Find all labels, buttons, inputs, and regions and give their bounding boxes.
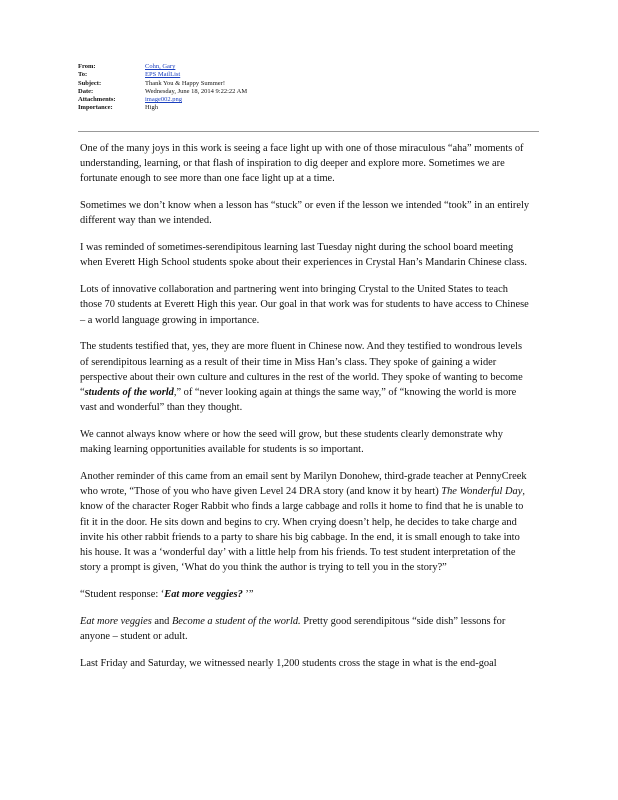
paragraph-7-text-c: , know of the character Roger Rabbit who finds a large cabbage and rolls it home to find that he is unable to fit it in the door. He sits down and begins to cry. When crying doesn’t help, he decides to take charge and invite his other rabbit friends to a party to share his big cabbage. In the end, it is small enough to take into his house. It was a ‘wonderful day’ with a little help from his friends. To test student interpretation of the story a prompt is given, ‘What do you think the author is trying to tell you in the story?” (80, 486, 525, 574)
subject-row (78, 80, 538, 88)
from-label: From: (78, 63, 96, 70)
paragraph-5-text-a: The students testified that, yes, they are more fluent in Chinese now. And they testified to wondrous levels of serendipitous learning as a result of their time in Miss Han’s class. They spoke of gaining a wider perspective about their own culture and cultures in the rest of the world. They spoke of wanting to become “ (80, 341, 523, 399)
date-value: Wednesday, June 18, 2014 9:22:22 AM (145, 87, 248, 95)
paragraph-3: I was reminded of sometimes-serendipitous learning last Tuesday night during the school board meeting when Everett High School students spoke about their experiences in Crystal Han’s Mandarin Chinese class. (80, 242, 527, 269)
attachments-row (78, 96, 538, 104)
email-body (80, 141, 532, 683)
paragraph-8-text-a: “Student response: ‘ (80, 589, 165, 601)
attachment-link[interactable]: image002.png (145, 96, 183, 104)
paragraph-5 (80, 339, 532, 415)
subject-value: Thank You & Happy Summer! (145, 79, 225, 87)
to-row (78, 71, 538, 79)
to-label: To: (78, 71, 88, 79)
paragraph-1: One of the many joys in this work is seeing a face light up with one of those miraculous “aha” moments of understanding, learning, or that flash of inspiration to dig deeper and explore more. Sometimes we are fortunate enough to see more than one face light up at a time. (80, 143, 524, 185)
importance-value: High (145, 104, 158, 112)
paragraph-6: We cannot always know where or how the seed will grow, but these students clearly demonstrate why making learning opportunities available for students is so important. (80, 429, 503, 456)
paragraph-2: Sometimes we don’t know when a lesson has “stuck” or even if the lesson we intended “took” in an entirely different way than we intended. (80, 200, 530, 227)
paragraph-9-text-b: and (151, 615, 172, 627)
paragraph-8-text-c: ’” (242, 589, 254, 601)
from-row (78, 63, 538, 71)
paragraph-7 (80, 469, 532, 575)
paragraph-5-emphasis: students of the world (84, 387, 174, 399)
date-row (78, 88, 538, 96)
paragraph-9 (80, 614, 532, 644)
paragraph-9-text-d: Pretty good serendipitous “side dish” lessons for anyone – student or adult. (80, 615, 506, 643)
paragraph-9-italic-c: Become a student of the world. (171, 615, 301, 627)
paragraph-8 (80, 587, 532, 602)
paragraph-5-text-c: ,” of “never looking again at things the same way,” of “knowing the world is more vast and wonderful” than they thought. (80, 387, 517, 414)
subject-label: Subject: (78, 79, 102, 87)
paragraph-9-italic-a: Eat more veggies (80, 615, 152, 627)
importance-row (78, 104, 538, 112)
attachments-label: Attachments: (78, 96, 116, 104)
to-recipient-link[interactable]: EPS MailList (145, 71, 181, 79)
header-divider (78, 131, 539, 132)
email-header (78, 63, 538, 113)
from-sender-link[interactable]: Cohn, Gary (145, 63, 176, 70)
paragraph-7-book-title: The Wonderful Day (441, 486, 523, 498)
date-label: Date: (78, 87, 94, 95)
paragraph-10: Last Friday and Saturday, we witnessed nearly 1,200 students cross the stage in what is the end-goal (80, 657, 497, 669)
paragraph-4: Lots of innovative collaboration and partnering went into bringing Crystal to the United States to teach those 70 students at Everett High this year. Our goal in that work was for students to have access to Chinese – a world language growing in importance. (80, 284, 529, 326)
importance-label: Importance: (78, 104, 113, 112)
paragraph-8-emphasis: Eat more veggies? (164, 589, 243, 601)
paragraph-7-text-a: Another reminder of this came from an email sent by Marilyn Donohew, third-grade teacher at PennyCreek who wrote, “Those of you who have given Level 24 DRA story (and know it by heart) (80, 471, 527, 498)
